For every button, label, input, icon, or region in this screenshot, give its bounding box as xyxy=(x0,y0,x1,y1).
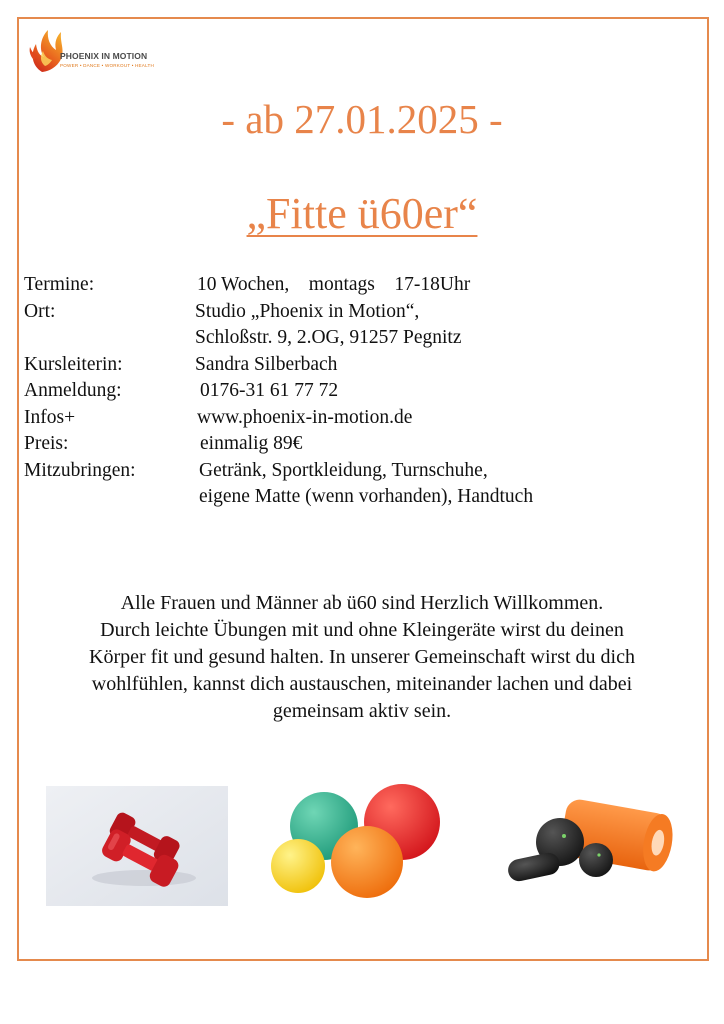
logo-tagline: POWER • DANCE • WORKOUT • HEALTH xyxy=(60,63,155,68)
info-row-preis xyxy=(24,431,684,458)
kursleiterin-value: Sandra Silberbach xyxy=(195,353,338,375)
infos-value: www.phoenix-in-motion.de xyxy=(197,406,413,428)
preis-value: einmalig 89€ xyxy=(200,433,303,454)
info-row-ort-2 xyxy=(24,325,684,352)
logo-name: PHOENIX IN MOTION xyxy=(60,51,148,61)
termine-label: Termine: xyxy=(24,274,95,295)
description-paragraph xyxy=(30,590,694,725)
info-row-kursleiterin xyxy=(24,352,684,379)
description-line: Alle Frauen und Männer ab ü60 sind Herzlich Willkommen. xyxy=(120,592,604,614)
termine-value: 10 Wochen, montags 17-18Uhr xyxy=(197,274,471,295)
description-line: wohlfühlen, kannst dich austauschen, miteinander lachen und dabei xyxy=(91,673,633,695)
course-title xyxy=(0,188,724,239)
info-row-mitzubringen-2 xyxy=(24,484,684,511)
info-row-infos xyxy=(24,405,684,432)
description-line: Körper fit und gesund halten. In unserer Gemeinschaft wirst du dich xyxy=(89,646,635,668)
info-row-termine xyxy=(24,272,684,299)
ort-value: Studio „Phoenix in Motion“, xyxy=(195,300,420,322)
anmeldung-value: 0176-31 61 77 72 xyxy=(200,380,339,401)
kursleiterin-label: Kursleiterin: xyxy=(24,353,123,375)
infos-label: Infos+ xyxy=(24,406,76,428)
description-line: Durch leichte Übungen mit und ohne Kleingeräte wirst du deinen xyxy=(100,619,624,641)
ort-label: Ort: xyxy=(24,300,56,322)
mitzubringen-label: Mitzubringen: xyxy=(24,459,136,481)
mitzubringen-value-2: eigene Matte (wenn vorhanden), Handtuch xyxy=(199,486,534,507)
info-row-mitzubringen xyxy=(24,458,684,485)
anmeldung-label: Anmeldung: xyxy=(24,380,122,401)
fascia-roller-image xyxy=(504,792,676,896)
info-row-anmeldung xyxy=(24,378,684,405)
dumbbells-image xyxy=(46,786,228,906)
preis-label: Preis: xyxy=(24,433,69,454)
ort-address: Schloßstr. 9, 2.OG, 91257 Pegnitz xyxy=(195,327,462,348)
course-info xyxy=(24,272,684,511)
description-line: gemeinsam aktiv sein. xyxy=(272,700,452,722)
info-row-ort xyxy=(24,299,684,326)
mitzubringen-value: Getränk, Sportkleidung, Turnschuhe, xyxy=(199,459,488,481)
start-date-heading: - ab 27.01.2025 - xyxy=(221,96,503,142)
exercise-balls-image xyxy=(266,782,446,900)
course-title-text: „Fitte ü60er“ xyxy=(246,189,478,238)
